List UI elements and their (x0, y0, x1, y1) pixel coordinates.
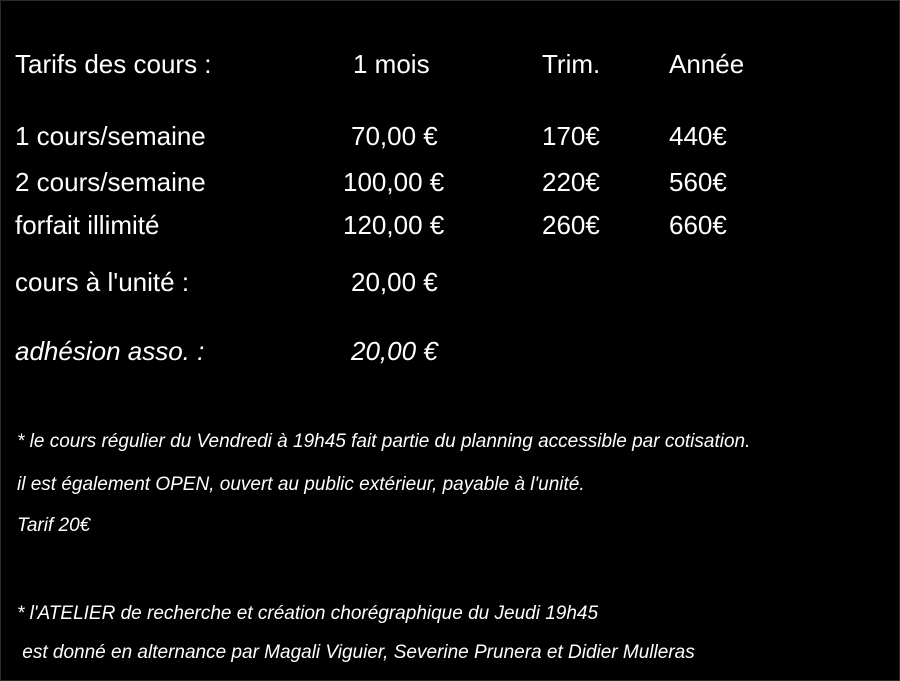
friday-note-line: il est également OPEN, ouvert au public extérieur, payable à l'unité. (17, 474, 585, 495)
membership-label: adhésion asso. : (15, 336, 205, 366)
membership-price: 20,00 € (351, 336, 438, 366)
atelier-note-line: * l'ATELIER de recherche et création chorégraphique du Jeudi 19h45 (17, 603, 599, 624)
row-label: 2 cours/semaine (15, 167, 206, 197)
row-price-month: 120,00 € (343, 210, 445, 240)
row-price-year: 560€ (669, 167, 727, 197)
friday-note-price: Tarif 20€ (17, 515, 91, 536)
single-class-price: 20,00 € (351, 267, 438, 297)
row-price-year: 660€ (669, 210, 727, 240)
column-header-trimester: Trim. (542, 49, 601, 79)
friday-note-line: * le cours régulier du Vendredi à 19h45 fait partie du planning accessible par cotisation. (17, 431, 751, 452)
column-header-year: Année (669, 49, 745, 79)
row-price-trimester: 170€ (542, 121, 600, 151)
row-price-month: 100,00 € (343, 167, 445, 197)
row-price-trimester: 260€ (542, 210, 600, 240)
row-price-month: 70,00 € (351, 121, 438, 151)
single-class-label: cours à l'unité : (15, 267, 190, 297)
pricing-title: Tarifs des cours : (15, 49, 212, 79)
row-label: forfait illimité (15, 210, 160, 240)
row-label: 1 cours/semaine (15, 121, 206, 151)
atelier-note-line: est donné en alternance par Magali Viguier, Severine Prunera et Didier Mulleras (17, 642, 695, 663)
row-price-year: 440€ (669, 121, 727, 151)
row-price-trimester: 220€ (542, 167, 600, 197)
column-header-month: 1 mois (353, 49, 430, 79)
